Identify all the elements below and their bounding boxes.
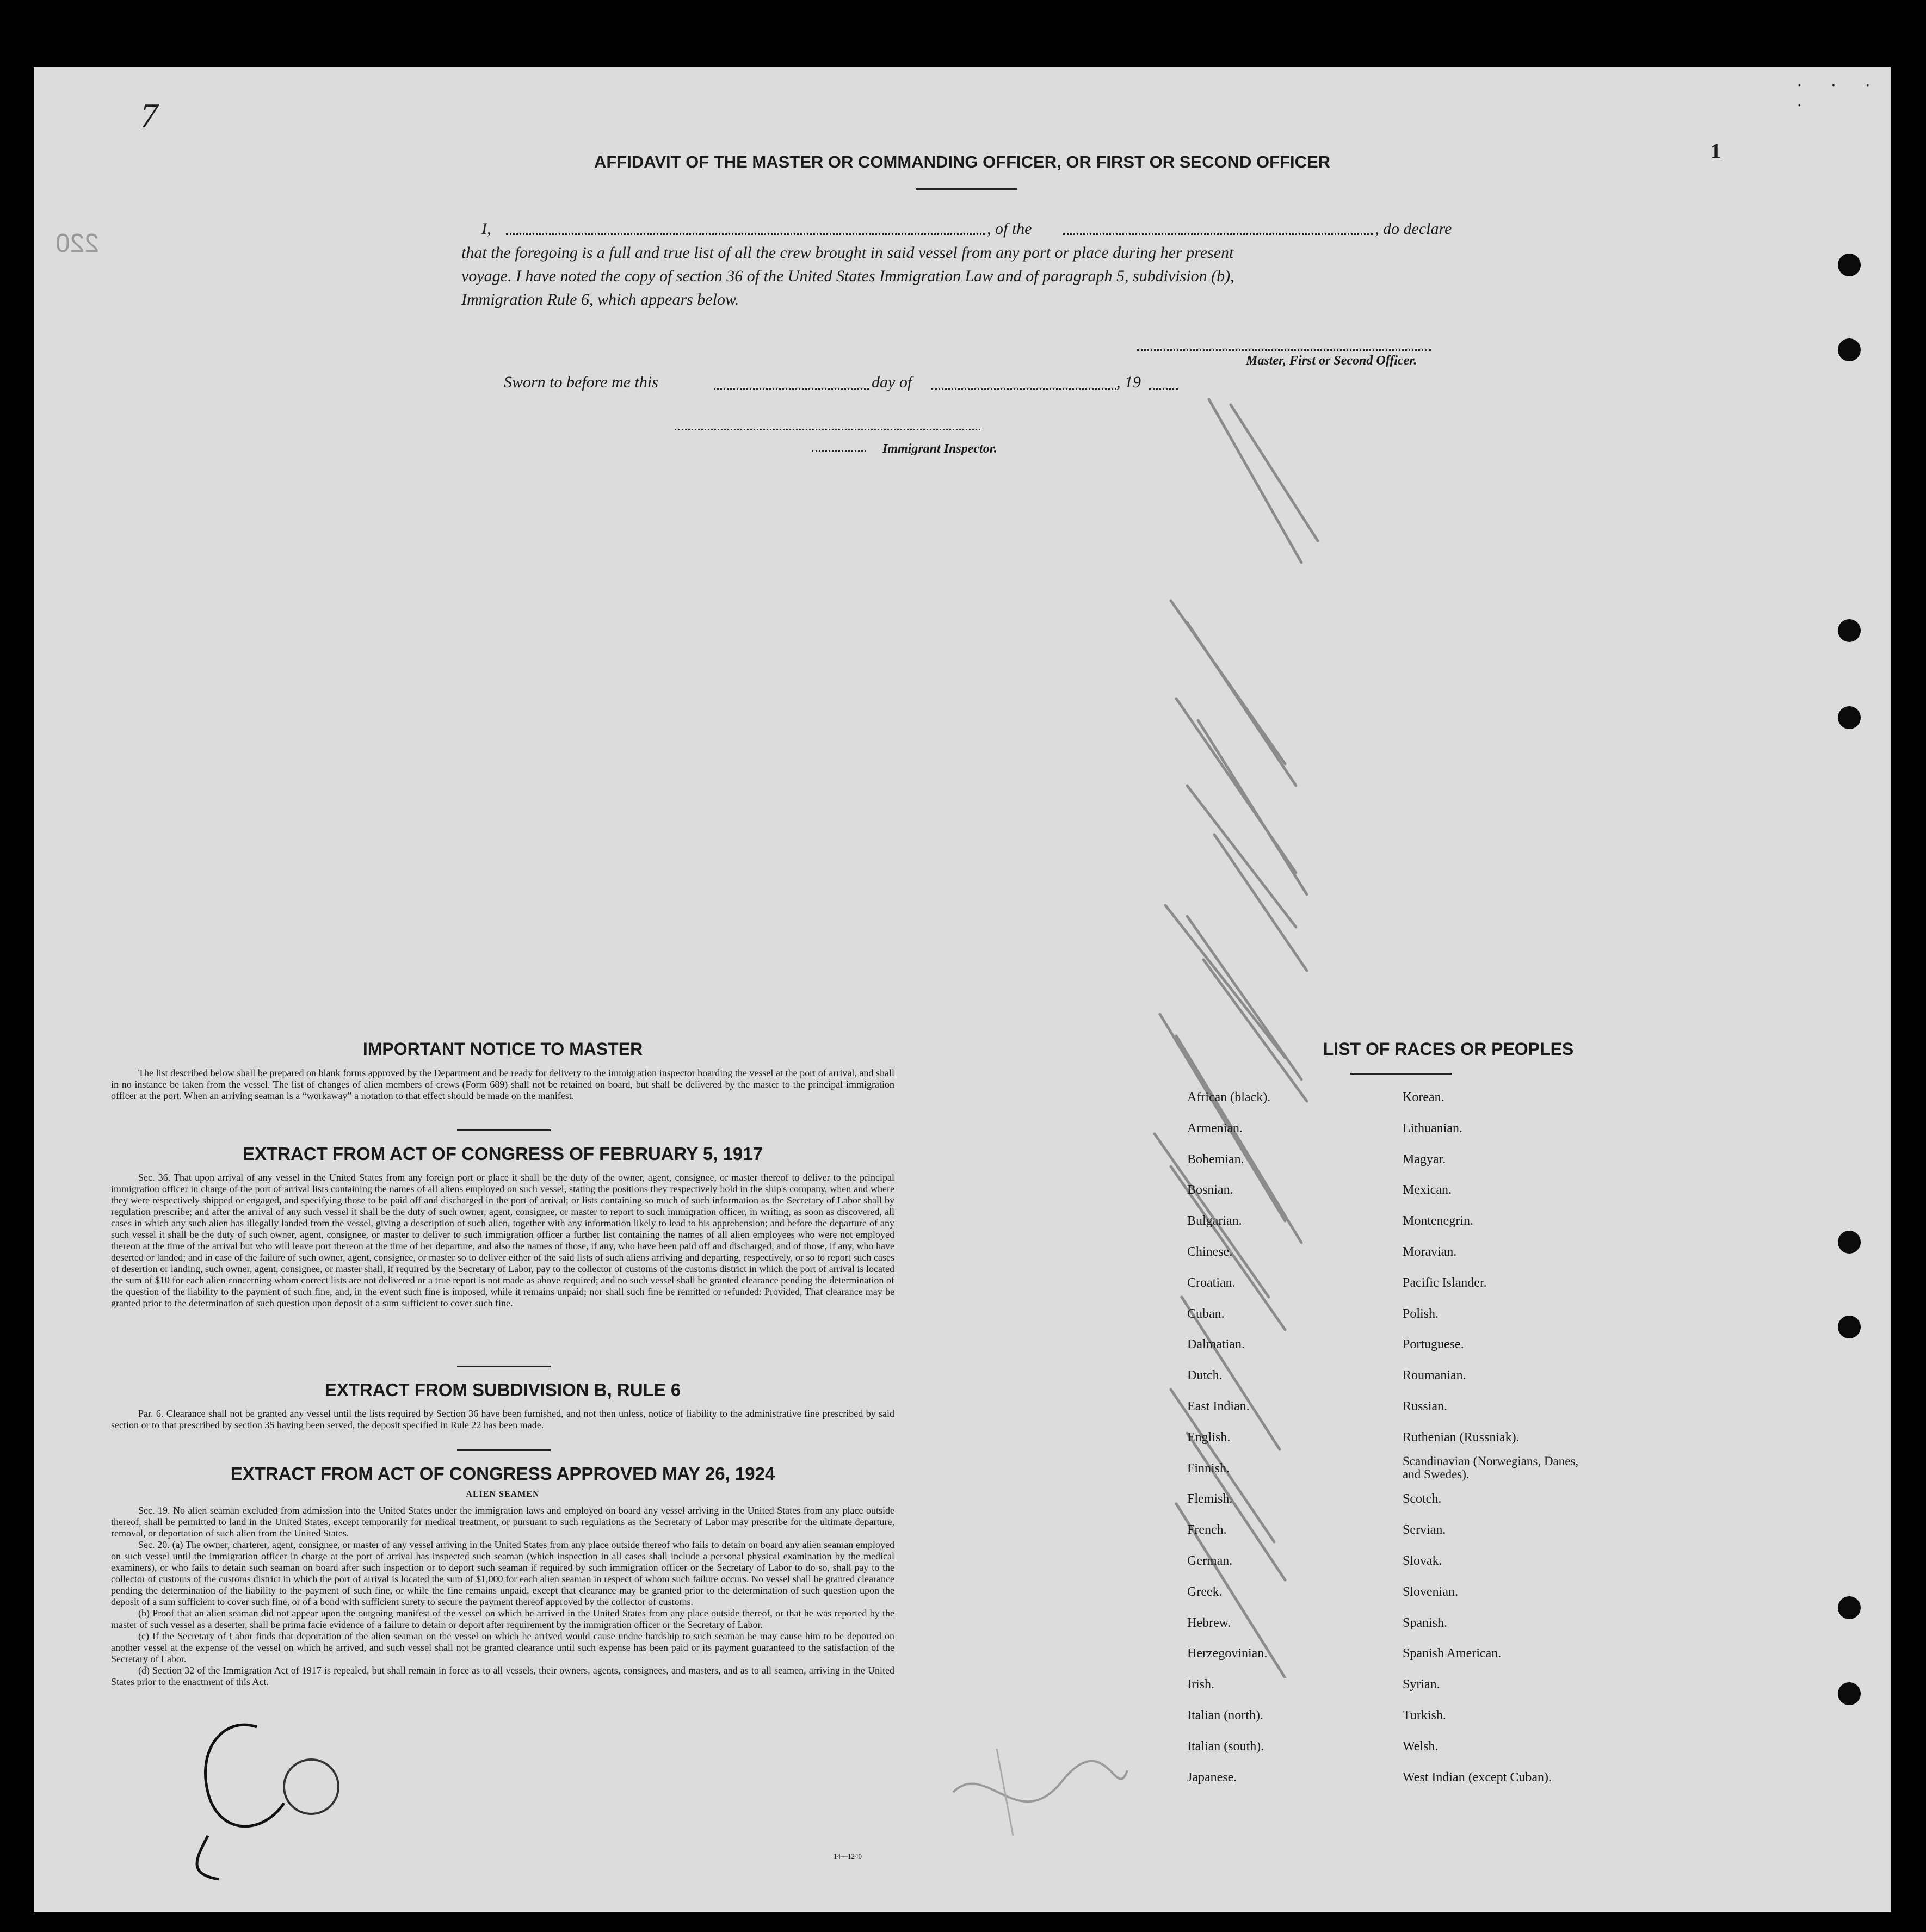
race-item: Croatian. [1187,1275,1236,1290]
race-item: Ruthenian (Russniak). [1403,1430,1520,1445]
race-item: Cuban. [1187,1306,1225,1321]
title-rule [916,188,1017,190]
race-item: Japanese. [1187,1770,1237,1785]
sworn-day-field[interactable] [714,388,869,390]
section-rule [457,1129,551,1131]
sec-20c-paragraph: (c) If the Secretary of Labor finds that deportation of the alien seaman on the vessel on which he arrived would cause undue hardship to such seaman he may cause him to be deported on another vessel at the expense of the vessel on which he arrived, and such vessel shall not be granted clearance until such expense has been paid or its payment guaranteed to the satisfaction of the Secretary of Labor. [111,1631,894,1664]
inspector-signature-line[interactable] [675,429,980,430]
race-item: Welsh. [1403,1739,1439,1754]
race-item: East Indian. [1187,1399,1250,1413]
master-label: Master, First or Second Officer. [1246,354,1417,368]
section-rule [457,1449,551,1451]
sworn-year-field[interactable] [1149,388,1178,390]
extract-rule6-title: EXTRACT FROM SUBDIVISION B, RULE 6 [324,1380,681,1400]
race-item: French. [1187,1523,1227,1538]
extract-rule6-body: Par. 6. Clearance shall not be granted any vessel until the lists required by Section 36 have been furnished, and not then unless, notice of liability to the administrative fine prescribed by said section or to that prescribed by section 35 having been served, the deposit specified in Rule 22 has been made. [111,1408,894,1430]
race-item: Spanish American. [1403,1646,1502,1661]
race-item: Servian. [1403,1523,1446,1538]
handwritten-scribble [175,1716,360,1901]
extract-1917-title: EXTRACT FROM ACT OF CONGRESS OF FEBRUARY 5, 1917 [243,1144,763,1164]
race-item: Syrian. [1403,1677,1440,1692]
race-item: Moravian. [1403,1245,1457,1259]
race-item: Finnish. [1187,1461,1230,1476]
master-signature-line[interactable] [1137,349,1431,351]
alien-seamen-subtitle: ALIEN SEAMEN [466,1490,540,1499]
affidavit-of-the: , of the [987,220,1032,238]
race-item: Italian (south). [1187,1739,1264,1754]
inspector-dotted-lead [812,450,866,452]
day-of-text: day of [872,373,912,391]
affidavit-line2: that the foregoing is a full and true list of all the crew brought in said vessel from any port or place during her present [461,244,1234,262]
sworn-text: Sworn to before me this [504,373,658,391]
affidavit-line3: voyage. I have noted the copy of section 36 of the United States Immigration Law and of paragraph 5, subdivision (b), [461,267,1234,285]
races-rule [1350,1073,1452,1075]
form-number: 14—1240 [834,1852,862,1860]
race-item: Magyar. [1403,1152,1446,1166]
race-item: Bulgarian. [1187,1214,1242,1229]
race-item: Turkish. [1403,1708,1446,1723]
affidavit-line4: Immigration Rule 6, which appears below. [461,291,739,308]
race-item: German. [1187,1554,1233,1568]
notice-body: The list described below shall be prepared on blank forms approved by the Department and be ready for delivery to the immigration inspector boarding the vessel at the port of arrival, and shall in no instance be taken from the vessel. The list of changes of alien members of crews (Form 689) shall not be retained on board, but shall be delivered by the master to the principal immigration officer at the port. When an arriving seaman is a “workaway” a notation to that effect should be made on the manifest. [111,1067,894,1101]
stamp-mark-left: 220 [55,229,100,258]
pencil-signature [942,1727,1138,1857]
races-title: LIST OF RACES OR PEOPLES [1323,1039,1574,1059]
sworn-month-field[interactable] [931,388,1116,390]
extract-1924-title: EXTRACT FROM ACT OF CONGRESS APPROVED MAY 26, 1924 [230,1464,775,1484]
sec-20d-paragraph: (d) Section 32 of the Immigration Act of 1917 is repealed, but shall remain in force as to all vessels, their owners, agents, consignees, and masters, and as to all seamen, arriving in the United States prior to the enactment of this Act. [111,1665,894,1687]
document-page [34,67,1891,1912]
race-item: Flemish. [1187,1492,1233,1507]
race-item: Montenegrin. [1403,1214,1473,1229]
corner-dots: · · · · [1797,75,1882,115]
race-item: Dalmatian. [1187,1337,1245,1352]
sec-20b-paragraph: (b) Proof that an alien seaman did not appear upon the outgoing manifest of the vessel on which he arrived in the United States from any place outside thereof, or that he was reported by the master of such vessel as a deserter, shall be prima facie evidence of a failure to detain or deport after requirement by the immigration officer or the Secretary of Labor. [111,1608,894,1630]
race-item: Armenian. [1187,1121,1243,1135]
race-item: Italian (north). [1187,1708,1263,1723]
race-item: Scotch. [1403,1492,1442,1507]
sec-19-paragraph: Sec. 19. No alien seaman excluded from admission into the United States under the immigration laws and employed on board any vessel arriving in the United States from any place outside thereof, shall be permitted to land in the United States, except temporarily for medical treatment, or pursuant to such regulations as the Secretary of Labor may prescribe for the ultimate departure, removal, or deportation of such alien from the United States. [111,1505,894,1539]
notice-title: IMPORTANT NOTICE TO MASTER [362,1039,643,1059]
race-item: Hebrew. [1187,1615,1231,1630]
race-item: Dutch. [1187,1368,1223,1383]
race-item: Slovak. [1403,1554,1442,1568]
binder-hole [1838,1231,1861,1254]
vessel-name-field[interactable] [1063,233,1373,235]
race-item: Pacific Islander. [1403,1275,1487,1290]
sec-20a-paragraph: Sec. 20. (a) The owner, charterer, agent, consignee, or master of any vessel arriving in the United States from any place outside thereof who fails to detain on board any alien seaman employed on such vessel until the immigration officer in charge at the port of arrival has inspected such seaman (which inspection in all cases shall include a personal physical examination by the medical examiners), or who fails to detain such seaman on board after such inspection or to deport such seaman if required by such immigration officer or the Secretary of Labor to do so, shall pay to the collector of customs of the customs district in which the port of arrival is located the sum of $1,000 for each alien seaman in respect of whom such failure occurs. No vessel shall be granted clearance pending the determination of the liability to the payment of such fine, or while the fine remains unpaid, except that clearance may be granted prior to the determination of such question upon the deposit of a sum sufficient to cover such fine, or of a bond with sufficient surety to secure the payment thereof approved by the collector of customs. [111,1539,894,1607]
handwritten-mark-top-left: 7 [140,96,158,135]
race-item: Portuguese. [1403,1337,1464,1352]
binder-hole [1838,1682,1861,1705]
race-item: Irish. [1187,1677,1214,1692]
affidavit-title: AFFIDAVIT OF THE MASTER OR COMMANDING OFFICER, OR FIRST OR SECOND OFFICER [594,152,1331,171]
race-item: Polish. [1403,1306,1439,1321]
inspector-label: Immigrant Inspector. [882,442,997,456]
binder-hole [1838,706,1861,729]
pencil-strokes [1122,372,1405,1678]
race-item: African (black). [1187,1090,1271,1104]
race-item: Scandinavian (Norwegians, Danes, and Swedes). [1403,1454,1579,1481]
race-item: Herzegovinian. [1187,1646,1268,1661]
affidavit-i: I, [482,220,491,238]
year-text: , 19 [1116,373,1141,391]
race-item: Chinese. [1187,1245,1233,1259]
binder-hole [1838,619,1861,642]
extract-1924-body [111,1505,894,1688]
race-item: Korean. [1403,1090,1444,1104]
mark-top-right: 1 [1711,140,1721,163]
race-item: Roumanian. [1403,1368,1466,1383]
extract-1917-body: Sec. 36. That upon arrival of any vessel in the United States from any foreign port or place it shall be the duty of the owner, agent, consignee, or master thereof to deliver to the principal immigration officer in charge of the port of arrival lists containing the names of all aliens employed on such vessel, stating the positions they respectively hold in the ship's company, when and where they were respectively shipped or engaged, and specifying those to be paid off and discharged in the port of arrival; or lists containing so much of such information as the Secretary of Labor shall by regulation prescribe; and after the arrival of any such vessel it shall be the duty of such owner, agent, consignee, or master to report to such immigration officer, in writing, as soon as discovered, all cases in which any such alien has illegally landed from the vessel, giving a description of such alien, together with any information likely to lead to his apprehension; and before the departure of any such vessel it shall be the duty of such owner, agent, consignee, or master to deliver to such immigration officer a further list containing the names of all alien employees who were not employed thereon at the time of the arrival but who will leave port thereon at the time of her departure, and also the names of those, if any, who have been paid off and discharged, and of those, if any, who have deserted or landed; and in case of the failure of such owner, agent, consignee, or master so to deliver either of the said lists of such aliens arriving and departing, respectively, or so to report such cases of desertion or landing, such owner, agent, consignee, or master shall, if required by the Secretary of Labor, pay to the collector of customs of the customs district in which the port of arrival is located the sum of $10 for each alien concerning whom correct lists are not delivered or a true report is not made as above required; and no such vessel shall be granted clearance pending the determination of the question of the liability to the payment of such fine, and, in the event such fine is imposed, while it remains unpaid; nor shall such fine be remitted or refunded: Provided, That clearance may be granted prior to the determination of such question upon deposit of a sum sufficient to cover such fine. [111,1172,894,1308]
binder-hole [1838,1596,1861,1619]
race-item: West Indian (except Cuban). [1403,1770,1552,1785]
binder-hole [1838,254,1861,276]
race-item: Slovenian. [1403,1584,1458,1599]
binder-hole [1838,1316,1861,1338]
officer-name-field[interactable] [506,233,985,235]
section-rule [457,1366,551,1367]
race-item: Bohemian. [1187,1152,1244,1166]
race-item: English. [1187,1430,1231,1445]
race-item: Greek. [1187,1584,1223,1599]
race-item: Lithuanian. [1403,1121,1462,1135]
race-item: Mexican. [1403,1183,1452,1198]
affidavit-do-declare: , do declare [1375,220,1452,238]
race-item: Spanish. [1403,1615,1448,1630]
race-item: Bosnian. [1187,1183,1233,1198]
race-item: Russian. [1403,1399,1448,1413]
binder-hole [1838,338,1861,361]
